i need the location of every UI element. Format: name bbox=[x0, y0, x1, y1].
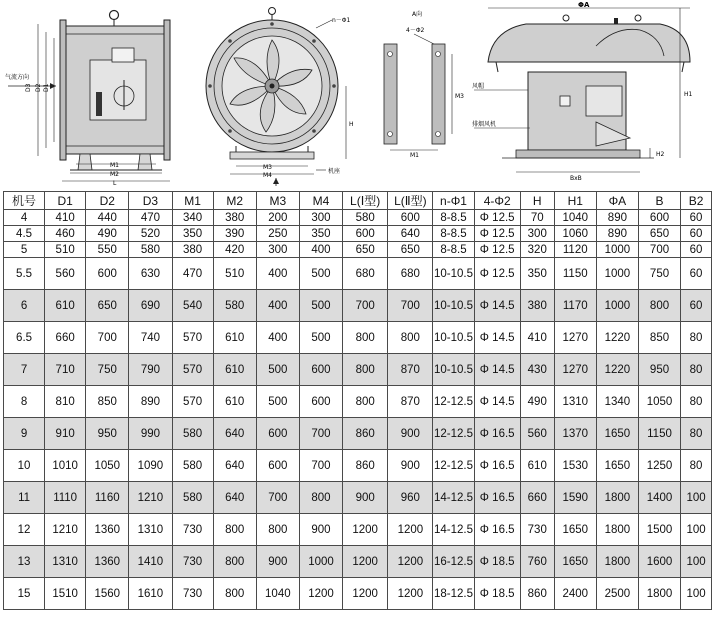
table-cell: 700 bbox=[299, 418, 342, 450]
table-cell: 610 bbox=[213, 386, 256, 418]
table-cell: 460 bbox=[45, 226, 86, 242]
table-cell: 12-12.5 bbox=[433, 418, 474, 450]
column-header: 机号 bbox=[4, 192, 45, 210]
h2-label: H2 bbox=[656, 151, 665, 158]
table-cell: 600 bbox=[256, 418, 299, 450]
table-cell: 1090 bbox=[129, 450, 172, 482]
table-cell: Φ 12.5 bbox=[474, 242, 520, 258]
table-cell: 1650 bbox=[596, 450, 638, 482]
table-cell: 12-12.5 bbox=[433, 450, 474, 482]
table-cell: 680 bbox=[388, 258, 433, 290]
m1-label: M1 bbox=[110, 162, 119, 169]
table-cell: 1310 bbox=[554, 386, 596, 418]
table-cell: 12-12.5 bbox=[433, 386, 474, 418]
table-cell: 400 bbox=[256, 258, 299, 290]
exhaust-fan-label: 排烟风机 bbox=[472, 121, 497, 128]
table-cell: 570 bbox=[172, 386, 213, 418]
table-cell: 540 bbox=[172, 290, 213, 322]
table-cell: 850 bbox=[638, 322, 680, 354]
table-cell: 560 bbox=[45, 258, 86, 290]
table-cell: 570 bbox=[172, 354, 213, 386]
m1-bracket-label: M1 bbox=[410, 152, 419, 159]
table-cell: 4.5 bbox=[4, 226, 45, 242]
table-cell: 650 bbox=[638, 226, 680, 242]
table-cell: 860 bbox=[343, 418, 388, 450]
table-cell: 350 bbox=[172, 226, 213, 242]
table-row bbox=[4, 242, 712, 258]
table-cell: 8-8.5 bbox=[433, 210, 474, 226]
table-cell: 860 bbox=[343, 450, 388, 482]
table-cell: 600 bbox=[638, 210, 680, 226]
table-cell: 1170 bbox=[554, 290, 596, 322]
m3-bracket-label: M3 bbox=[455, 93, 464, 100]
table-cell: 1000 bbox=[299, 546, 342, 578]
table-cell: 410 bbox=[45, 210, 86, 226]
table-cell: Φ 14.5 bbox=[474, 290, 520, 322]
table-cell: 16-12.5 bbox=[433, 546, 474, 578]
table-cell: 1370 bbox=[554, 418, 596, 450]
table-cell: 60 bbox=[681, 258, 712, 290]
d1-label: D1 bbox=[43, 83, 50, 92]
table-header-row bbox=[4, 192, 712, 210]
table-cell: 800 bbox=[213, 546, 256, 578]
phi-a-label: ΦA bbox=[578, 1, 590, 9]
table-cell: 800 bbox=[388, 322, 433, 354]
table-cell: 300 bbox=[256, 242, 299, 258]
h1-label: H1 bbox=[684, 91, 693, 98]
table-cell: 700 bbox=[388, 290, 433, 322]
table-cell: 580 bbox=[343, 210, 388, 226]
table-cell: 1060 bbox=[554, 226, 596, 242]
table-cell: 610 bbox=[520, 450, 554, 482]
table-cell: 800 bbox=[213, 514, 256, 546]
table-cell: 1600 bbox=[638, 546, 680, 578]
table-cell: 410 bbox=[520, 322, 554, 354]
column-header: M1 bbox=[172, 192, 213, 210]
table-cell: 650 bbox=[86, 290, 129, 322]
table-cell: 660 bbox=[520, 482, 554, 514]
table-cell: 580 bbox=[129, 242, 172, 258]
column-header: L(Ⅰ型) bbox=[343, 192, 388, 210]
table-cell: 12 bbox=[4, 514, 45, 546]
table-row bbox=[4, 258, 712, 290]
m2-label: M2 bbox=[110, 171, 119, 178]
table-cell: 790 bbox=[129, 354, 172, 386]
table-cell: Φ 16.5 bbox=[474, 514, 520, 546]
table-cell: 640 bbox=[213, 450, 256, 482]
table-cell: 990 bbox=[129, 418, 172, 450]
table-cell: 1650 bbox=[596, 418, 638, 450]
table-cell: 1510 bbox=[45, 578, 86, 610]
table-cell: 340 bbox=[172, 210, 213, 226]
table-cell: 100 bbox=[681, 546, 712, 578]
table-cell: 640 bbox=[213, 482, 256, 514]
l-label: L bbox=[113, 180, 117, 187]
table-cell: 100 bbox=[681, 514, 712, 546]
table-cell: 1800 bbox=[596, 514, 638, 546]
table-cell: 1310 bbox=[129, 514, 172, 546]
table-cell: 760 bbox=[520, 546, 554, 578]
table-cell: 800 bbox=[256, 514, 299, 546]
table-cell: 10-10.5 bbox=[433, 354, 474, 386]
table-cell: 690 bbox=[129, 290, 172, 322]
table-row bbox=[4, 226, 712, 242]
table-cell: 500 bbox=[256, 354, 299, 386]
table-body bbox=[4, 210, 712, 610]
table-cell: 1560 bbox=[86, 578, 129, 610]
table-cell: 8-8.5 bbox=[433, 226, 474, 242]
table-row bbox=[4, 418, 712, 450]
table-cell: 1040 bbox=[554, 210, 596, 226]
table-cell: Φ 12.5 bbox=[474, 210, 520, 226]
table-cell: 350 bbox=[299, 226, 342, 242]
table-cell: 700 bbox=[299, 450, 342, 482]
table-cell: 13 bbox=[4, 546, 45, 578]
roof-fan-drawing bbox=[474, 8, 690, 172]
column-header: M3 bbox=[256, 192, 299, 210]
table-cell: 7 bbox=[4, 354, 45, 386]
table-cell: 1050 bbox=[86, 450, 129, 482]
table-cell: 1800 bbox=[596, 482, 638, 514]
column-header: n-Φ1 bbox=[433, 192, 474, 210]
table-cell: 1800 bbox=[596, 546, 638, 578]
table-cell: 910 bbox=[45, 418, 86, 450]
table-cell: Φ 16.5 bbox=[474, 418, 520, 450]
table-cell: 800 bbox=[638, 290, 680, 322]
table-cell: 870 bbox=[388, 354, 433, 386]
table-cell: 11 bbox=[4, 482, 45, 514]
hood-label: 风帽 bbox=[472, 83, 485, 90]
table-cell: 800 bbox=[343, 322, 388, 354]
table-cell: 10-10.5 bbox=[433, 322, 474, 354]
table-cell: 2500 bbox=[596, 578, 638, 610]
table-cell: 1210 bbox=[129, 482, 172, 514]
table-cell: 600 bbox=[388, 210, 433, 226]
table-cell: 750 bbox=[86, 354, 129, 386]
table-row bbox=[4, 482, 712, 514]
table-cell: 420 bbox=[213, 242, 256, 258]
table-cell: 300 bbox=[520, 226, 554, 242]
front-view-drawing bbox=[206, 8, 346, 187]
table-cell: 900 bbox=[388, 418, 433, 450]
table-cell: 10-10.5 bbox=[433, 258, 474, 290]
table-cell: Φ 16.5 bbox=[474, 482, 520, 514]
column-header: M2 bbox=[213, 192, 256, 210]
table-cell: 2400 bbox=[554, 578, 596, 610]
table-cell: 500 bbox=[299, 290, 342, 322]
table-cell: 430 bbox=[520, 354, 554, 386]
table-cell: 600 bbox=[86, 258, 129, 290]
table-cell: 890 bbox=[596, 226, 638, 242]
table-cell: 900 bbox=[256, 546, 299, 578]
table-row bbox=[4, 546, 712, 578]
table-cell: 730 bbox=[172, 546, 213, 578]
table-cell: 1210 bbox=[45, 514, 86, 546]
table-cell: 250 bbox=[256, 226, 299, 242]
table-cell: 650 bbox=[388, 242, 433, 258]
column-header: ΦA bbox=[596, 192, 638, 210]
table-cell: 550 bbox=[86, 242, 129, 258]
bracket-view-drawing bbox=[384, 34, 452, 150]
table-cell: 580 bbox=[172, 418, 213, 450]
table-cell: 700 bbox=[256, 482, 299, 514]
table-cell: 650 bbox=[343, 242, 388, 258]
spec-table bbox=[3, 191, 712, 610]
table-row bbox=[4, 290, 712, 322]
table-cell: 1050 bbox=[638, 386, 680, 418]
column-header: D3 bbox=[129, 192, 172, 210]
table-cell: 10-10.5 bbox=[433, 290, 474, 322]
column-header: L(Ⅱ型) bbox=[388, 192, 433, 210]
table-cell: 730 bbox=[520, 514, 554, 546]
table-cell: 10 bbox=[4, 450, 45, 482]
table-cell: 1150 bbox=[554, 258, 596, 290]
table-cell: 440 bbox=[86, 210, 129, 226]
table-cell: 80 bbox=[681, 386, 712, 418]
column-header: H bbox=[520, 192, 554, 210]
table-cell: Φ 14.5 bbox=[474, 322, 520, 354]
table-cell: 890 bbox=[596, 210, 638, 226]
table-cell: 560 bbox=[520, 418, 554, 450]
table-cell: Φ 12.5 bbox=[474, 258, 520, 290]
table-cell: Φ 14.5 bbox=[474, 386, 520, 418]
table-cell: 600 bbox=[256, 450, 299, 482]
table-cell: 1270 bbox=[554, 322, 596, 354]
table-cell: 810 bbox=[45, 386, 86, 418]
table-cell: 300 bbox=[299, 210, 342, 226]
table-cell: 400 bbox=[299, 242, 342, 258]
table-cell: 730 bbox=[172, 578, 213, 610]
table-cell: 1110 bbox=[45, 482, 86, 514]
table-cell: 1340 bbox=[596, 386, 638, 418]
table-cell: 500 bbox=[299, 322, 342, 354]
table-cell: Φ 18.5 bbox=[474, 546, 520, 578]
table-cell: 80 bbox=[681, 418, 712, 450]
table-cell: 700 bbox=[86, 322, 129, 354]
fan-technical-drawings bbox=[0, 0, 715, 190]
column-header: B bbox=[638, 192, 680, 210]
table-row bbox=[4, 578, 712, 610]
table-cell: 610 bbox=[45, 290, 86, 322]
table-cell: 890 bbox=[129, 386, 172, 418]
table-row bbox=[4, 210, 712, 226]
table-cell: 390 bbox=[213, 226, 256, 242]
table-cell: 1410 bbox=[129, 546, 172, 578]
table-cell: 680 bbox=[343, 258, 388, 290]
table-cell: 610 bbox=[213, 322, 256, 354]
table-cell: 700 bbox=[638, 242, 680, 258]
table-cell: 660 bbox=[45, 322, 86, 354]
table-cell: 80 bbox=[681, 450, 712, 482]
table-cell: 470 bbox=[172, 258, 213, 290]
table-cell: 60 bbox=[681, 290, 712, 322]
table-row bbox=[4, 450, 712, 482]
four-phi2-label: 4－Φ2 bbox=[406, 27, 425, 34]
table-cell: 70 bbox=[520, 210, 554, 226]
table-cell: 490 bbox=[520, 386, 554, 418]
table-cell: 500 bbox=[256, 386, 299, 418]
table-cell: 100 bbox=[681, 578, 712, 610]
d2-label: D2 bbox=[35, 83, 42, 92]
table-cell: 640 bbox=[388, 226, 433, 242]
table-cell: 380 bbox=[520, 290, 554, 322]
base-label: 机座 bbox=[328, 168, 341, 175]
table-cell: 1200 bbox=[343, 578, 388, 610]
table-cell: Φ 18.5 bbox=[474, 578, 520, 610]
table-cell: 1200 bbox=[388, 546, 433, 578]
table-cell: 1250 bbox=[638, 450, 680, 482]
table-cell: 520 bbox=[129, 226, 172, 242]
table-cell: 1160 bbox=[86, 482, 129, 514]
table-cell: Φ 16.5 bbox=[474, 450, 520, 482]
table-cell: 900 bbox=[299, 514, 342, 546]
table-cell: 580 bbox=[172, 482, 213, 514]
d3-label: D3 bbox=[25, 83, 32, 92]
table-cell: 400 bbox=[256, 322, 299, 354]
table-cell: 710 bbox=[45, 354, 86, 386]
table-cell: 6.5 bbox=[4, 322, 45, 354]
table-cell: 900 bbox=[388, 450, 433, 482]
table-cell: 640 bbox=[213, 418, 256, 450]
table-cell: 60 bbox=[681, 210, 712, 226]
table-cell: 80 bbox=[681, 354, 712, 386]
table-cell: 1610 bbox=[129, 578, 172, 610]
table-cell: 380 bbox=[213, 210, 256, 226]
table-cell: 8-8.5 bbox=[433, 242, 474, 258]
table-cell: 600 bbox=[343, 226, 388, 242]
airflow-label: 气流方向 bbox=[5, 74, 30, 81]
column-header: 4-Φ2 bbox=[474, 192, 520, 210]
table-cell: 1200 bbox=[299, 578, 342, 610]
table-cell: 580 bbox=[213, 290, 256, 322]
table-cell: 14-12.5 bbox=[433, 514, 474, 546]
table-cell: 18-12.5 bbox=[433, 578, 474, 610]
table-cell: 5.5 bbox=[4, 258, 45, 290]
table-cell: 1010 bbox=[45, 450, 86, 482]
table-cell: 600 bbox=[299, 354, 342, 386]
table-cell: 1220 bbox=[596, 322, 638, 354]
table-cell: 1360 bbox=[86, 546, 129, 578]
table-cell: 200 bbox=[256, 210, 299, 226]
table-cell: Φ 12.5 bbox=[474, 226, 520, 242]
table-cell: 15 bbox=[4, 578, 45, 610]
side-view-drawing bbox=[8, 11, 170, 182]
table-cell: 1500 bbox=[638, 514, 680, 546]
table-cell: 580 bbox=[172, 450, 213, 482]
table-cell: 1120 bbox=[554, 242, 596, 258]
table-cell: 960 bbox=[388, 482, 433, 514]
table-row bbox=[4, 322, 712, 354]
m4-label: M4 bbox=[263, 172, 272, 179]
n-phi1-label: n－Φ1 bbox=[332, 17, 351, 24]
table-cell: 1310 bbox=[45, 546, 86, 578]
table-cell: 510 bbox=[45, 242, 86, 258]
table-cell: 950 bbox=[638, 354, 680, 386]
table-cell: 1200 bbox=[388, 578, 433, 610]
table-cell: 1000 bbox=[596, 242, 638, 258]
table-cell: 1650 bbox=[554, 514, 596, 546]
table-cell: 800 bbox=[343, 386, 388, 418]
table-cell: 800 bbox=[213, 578, 256, 610]
table-cell: 1270 bbox=[554, 354, 596, 386]
m3-label: M3 bbox=[263, 164, 272, 171]
table-cell: 1530 bbox=[554, 450, 596, 482]
table-cell: 8 bbox=[4, 386, 45, 418]
a-direction-label: A向 bbox=[412, 11, 423, 18]
table-cell: 9 bbox=[4, 418, 45, 450]
table-row bbox=[4, 354, 712, 386]
table-cell: 860 bbox=[520, 578, 554, 610]
table-cell: 950 bbox=[86, 418, 129, 450]
column-header: H1 bbox=[554, 192, 596, 210]
table-cell: 1150 bbox=[638, 418, 680, 450]
table-cell: 6 bbox=[4, 290, 45, 322]
table-cell: 380 bbox=[172, 242, 213, 258]
table-cell: 610 bbox=[213, 354, 256, 386]
table-cell: 1590 bbox=[554, 482, 596, 514]
table-cell: 600 bbox=[299, 386, 342, 418]
table-cell: Φ 14.5 bbox=[474, 354, 520, 386]
table-cell: 730 bbox=[172, 514, 213, 546]
table-cell: 740 bbox=[129, 322, 172, 354]
table-cell: 1220 bbox=[596, 354, 638, 386]
table-cell: 14-12.5 bbox=[433, 482, 474, 514]
table-cell: 750 bbox=[638, 258, 680, 290]
table-cell: 1200 bbox=[343, 546, 388, 578]
table-cell: 510 bbox=[213, 258, 256, 290]
column-header: M4 bbox=[299, 192, 342, 210]
table-cell: 850 bbox=[86, 386, 129, 418]
table-cell: 80 bbox=[681, 322, 712, 354]
table-cell: 490 bbox=[86, 226, 129, 242]
table-cell: 400 bbox=[256, 290, 299, 322]
table-cell: 800 bbox=[299, 482, 342, 514]
table-cell: 1400 bbox=[638, 482, 680, 514]
table-cell: 500 bbox=[299, 258, 342, 290]
table-cell: 800 bbox=[343, 354, 388, 386]
table-cell: 570 bbox=[172, 322, 213, 354]
column-header: B2 bbox=[681, 192, 712, 210]
table-row bbox=[4, 514, 712, 546]
table-cell: 470 bbox=[129, 210, 172, 226]
table-cell: 1200 bbox=[388, 514, 433, 546]
table-cell: 4 bbox=[4, 210, 45, 226]
column-header: D1 bbox=[45, 192, 86, 210]
table-cell: 100 bbox=[681, 482, 712, 514]
table-cell: 350 bbox=[520, 258, 554, 290]
table-cell: 1360 bbox=[86, 514, 129, 546]
column-header: D2 bbox=[86, 192, 129, 210]
table-row bbox=[4, 386, 712, 418]
table-cell: 630 bbox=[129, 258, 172, 290]
table-cell: 60 bbox=[681, 242, 712, 258]
table-cell: 900 bbox=[343, 482, 388, 514]
h-label: H bbox=[349, 121, 354, 128]
bxb-label: BxB bbox=[570, 175, 582, 182]
table-cell: 60 bbox=[681, 226, 712, 242]
table-cell: 1000 bbox=[596, 258, 638, 290]
table-cell: 5 bbox=[4, 242, 45, 258]
table-cell: 1200 bbox=[343, 514, 388, 546]
table-cell: 1650 bbox=[554, 546, 596, 578]
table-cell: 870 bbox=[388, 386, 433, 418]
table-cell: 320 bbox=[520, 242, 554, 258]
table-cell: 1800 bbox=[638, 578, 680, 610]
table-cell: 1040 bbox=[256, 578, 299, 610]
table-cell: 700 bbox=[343, 290, 388, 322]
table-cell: 1000 bbox=[596, 290, 638, 322]
